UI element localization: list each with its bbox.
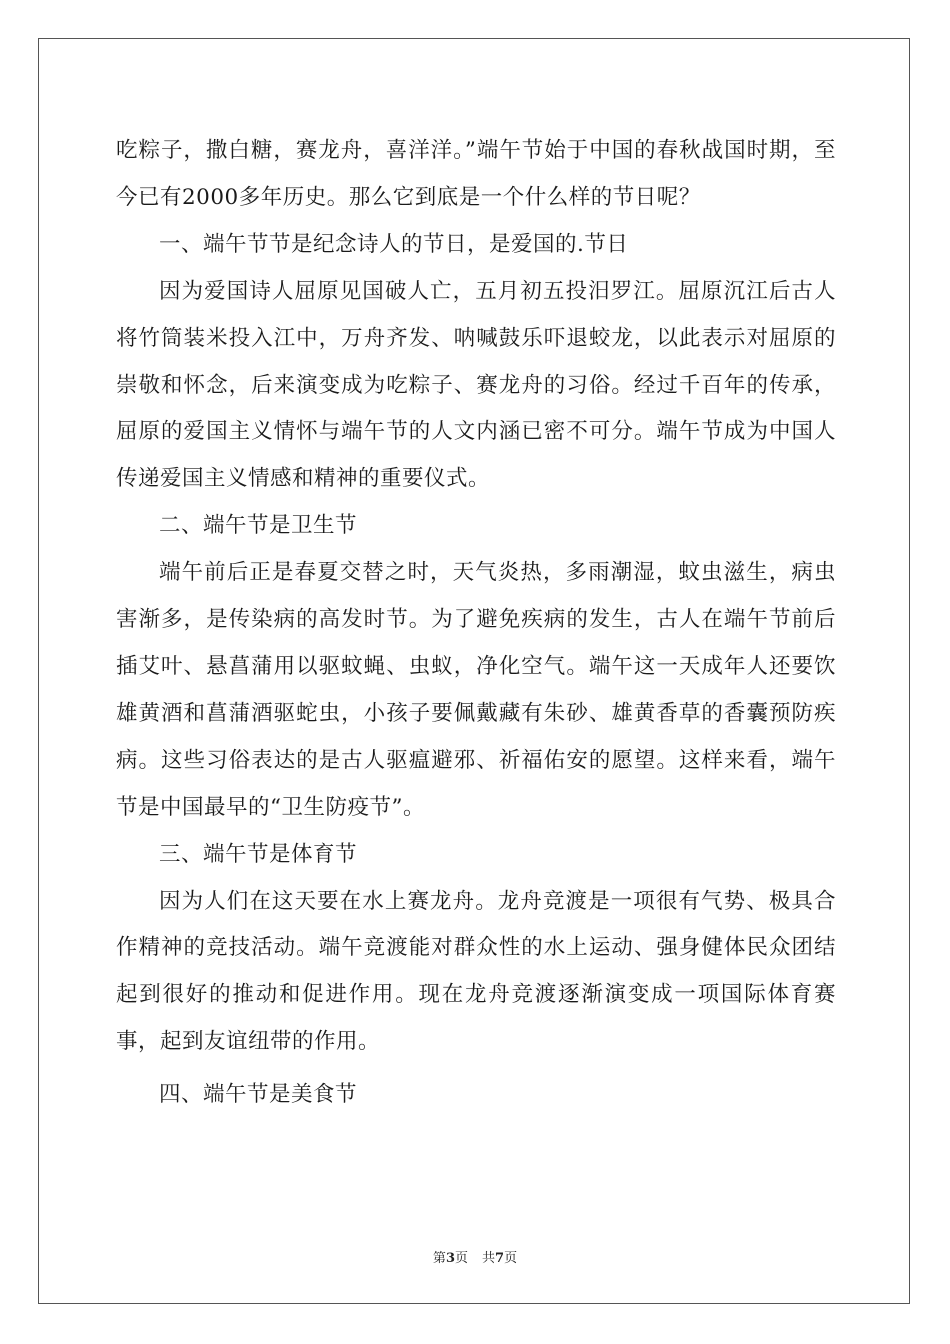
section-heading-1: 一、端午节节是纪念诗人的节日，是爱国的.节日 [159,231,629,257]
paragraph-section-1: 因为爱国诗人屈原见国破人亡，五月初五投汨罗江。屈原沉江后古人将竹筒装米投入江中，万舟齐发、呐喊鼓乐吓退蛟龙，以此表示对屈原的崇敬和怀念，后来演变成为吃粽子、赛龙舟的习俗。经过千百年的传承，屈原的爱国主义情怀与端午节的人文内涵已密不可分。端午节成为中国人传递爱国主义情感和精神的重要仪式。 [116,278,836,492]
current-page-number: 3 [445,1251,455,1266]
paragraph-section-2: 端午前后正是春夏交替之时，天气炎热，多雨潮湿，蚊虫滋生，病虫害渐多，是传染病的高发时节。为了避免疾病的发生，古人在端午节前后插艾叶、悬菖蒲用以驱蚊蝇、虫蚁，净化空气。端午这一天成年人还要饮雄黄酒和菖蒲酒驱蛇虫，小孩子要佩戴藏有朱砂、雄黄香草的香囊预防疾病。这些习俗表达的是古人驱瘟避邪、祈福佑安的愿望。这样来看，端午节是中国最早的“卫生防疫节”。 [116,560,836,820]
section-heading-3: 三、端午节是体育节 [159,841,358,867]
total-pages-label: 共7页 [482,1251,518,1266]
paragraph-section-3: 因为人们在这天要在水上赛龙舟。龙舟竞渡是一项很有气势、极具合作精神的竞技活动。端午竞渡能对群众性的水上运动、强身健体民众团结起到很好的推动和促进作用。现在龙舟竞渡逐渐演变成一项国际体育赛事，起到友谊纽带的作用。 [116,888,836,1055]
paragraph-intro: 吃粽子，撒白糖，赛龙舟，喜洋洋。”端午节始于中国的春秋战国时期，至今已有2000多年历史。那么它到底是一个什么样的节日呢？ [116,138,836,210]
document-body [116,128,836,1119]
page-footer [0,1247,950,1266]
section-heading-4: 四、端午节是美食节 [159,1082,358,1108]
total-page-count: 7 [495,1251,505,1266]
section-heading-2: 二、端午节是卫生节 [159,513,358,539]
page-number-label: 第3页 [432,1251,468,1266]
